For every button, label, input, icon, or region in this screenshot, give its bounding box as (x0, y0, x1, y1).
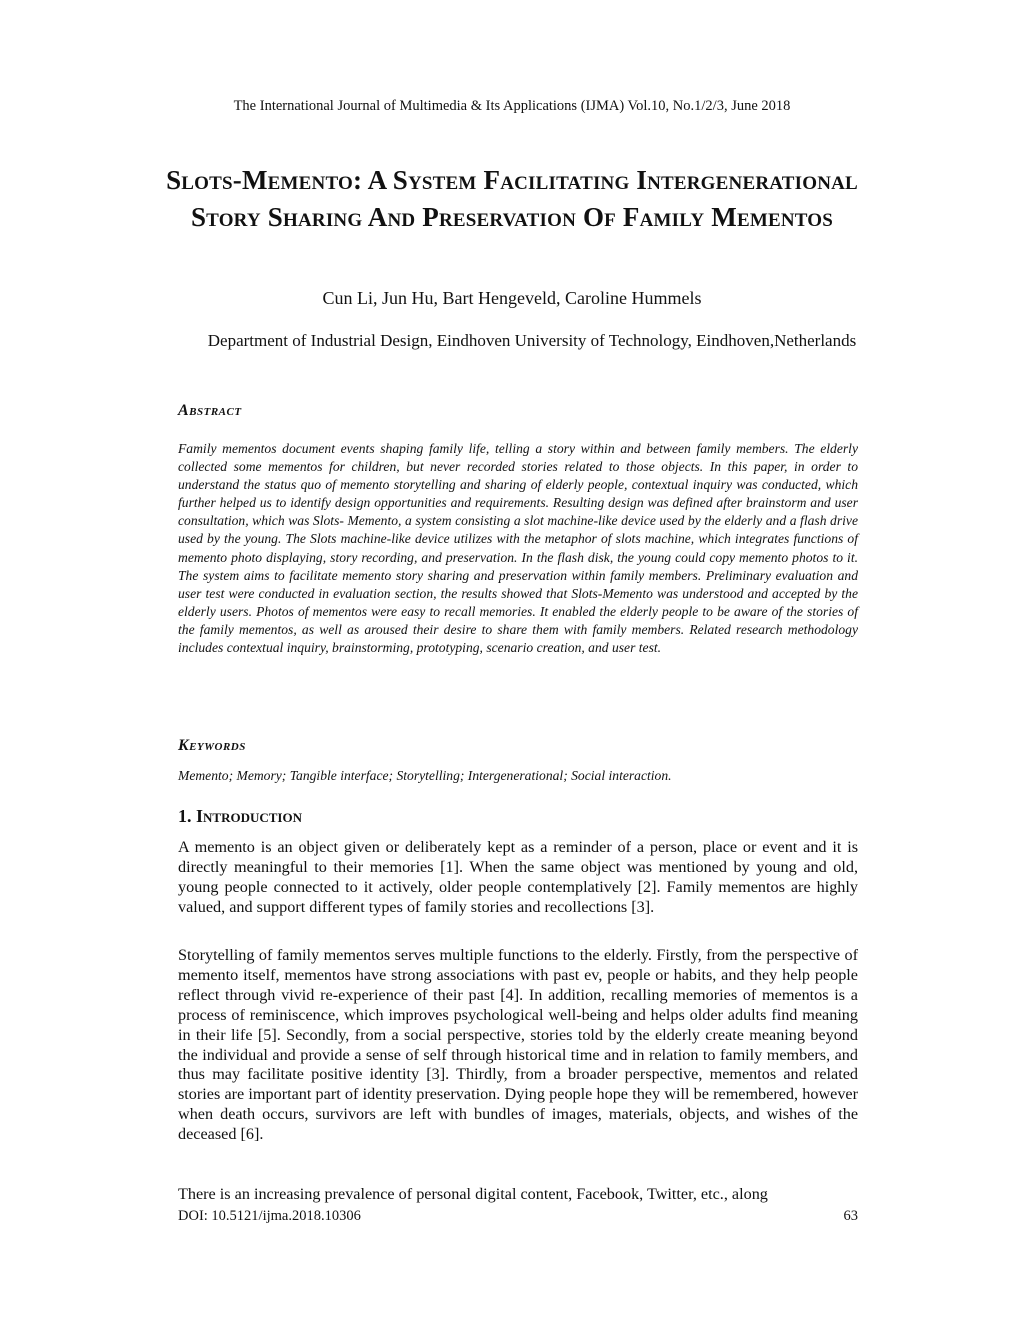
abstract-heading: Abstract (178, 402, 242, 419)
intro-paragraph-3: There is an increasing prevalence of personal digital content, Facebook, Twitter, etc., along (178, 1185, 768, 1203)
keywords-text: Memento; Memory; Tangible interface; Storytelling; Intergenerational; Social interaction. (178, 768, 672, 783)
affiliation: Department of Industrial Design, Eindhoven University of Technology, Eindhoven,Netherlands (207, 331, 857, 350)
keywords-heading: Keywords (178, 737, 246, 754)
intro-paragraph-1: A memento is an object given or deliberately kept as a reminder of a person, place or event and it is directly meaningful to their memories [1]. When the same object was mentioned by young and old, young people connected to it actively, older people contemplatively [2]. Family mementos are highly valued, and support different types of family stories and recollections [3]. (178, 838, 858, 916)
doi-footer: DOI: 10.5121/ijma.2018.10306 (178, 1208, 361, 1224)
introduction-heading: 1. Introduction (178, 806, 302, 826)
page-number: 63 (843, 1208, 858, 1224)
abstract-text: Family mementos document events shaping family life, telling a story within and between family members. The elderly collected some mementos for children, but never recorded stories related to those objects. In this paper, in order to understand the status quo of memento storytelling and sharing of elderly people, contextual inquiry was conducted, which further helped us to identify design opportunities and requirements. Resulting design was defined after brainstorm and user consultation, which was Slots- Memento, a system consisting a slot machine-like device used by the elderly and a flash drive used by the young. The Slots machine-like device utilizes with the metaphor of slots machine, which integrates functions of memento photo displaying, story recording, and preservation. In the flash disk, the young could copy memento photos to it. The system aims to facilitate memento story sharing and preservation within family members. Preliminary evaluation and user test were conducted in evaluation section, the results showed that Slots-Memento was understood and accepted by the elderly users. Photos of mementos were easy to recall memories. It enabled the elderly people to be aware of the stories of the family mementos, as well as aroused their desire to share them with family members. Related research methodology includes contextual inquiry, brainstorming, prototyping, scenario creation, and user test. (178, 441, 858, 656)
journal-header: The International Journal of Multimedia & Its Applications (IJMA) Vol.10, No.1/2/3, June 2018 (233, 98, 791, 114)
intro-paragraph-2: Storytelling of family mementos serves multiple functions to the elderly. Firstly, from the perspective of memento itself, mementos have strong associations with past ev, people or habits, and they help people reflect through vivid re-experience of their past [4]. In addition, recalling memories of mementos is a process of reminiscence, which improves psychological well-being and helps older adults find meaning in their life [5]. Secondly, from a social perspective, stories told by the elderly create meaning beyond the individual and provide a sense of self through historical time and in relation to family members, and thus may facilitate positive identity [3]. Thirdly, from a broader perspective, mementos and related stories are important part of identity preservation. Dying people hope they will be remembered, however when death occurs, survivors are left with bundles of images, materials, objects, and wishes of the deceased [6]. (178, 946, 858, 1144)
paper-title: Slots-Memento: A System Facilitating Intergenerational Story Sharing And Preservation Of Family Mementos (166, 165, 858, 232)
author-list: Cun Li, Jun Hu, Bart Hengeveld, Caroline Hummels (322, 288, 702, 308)
